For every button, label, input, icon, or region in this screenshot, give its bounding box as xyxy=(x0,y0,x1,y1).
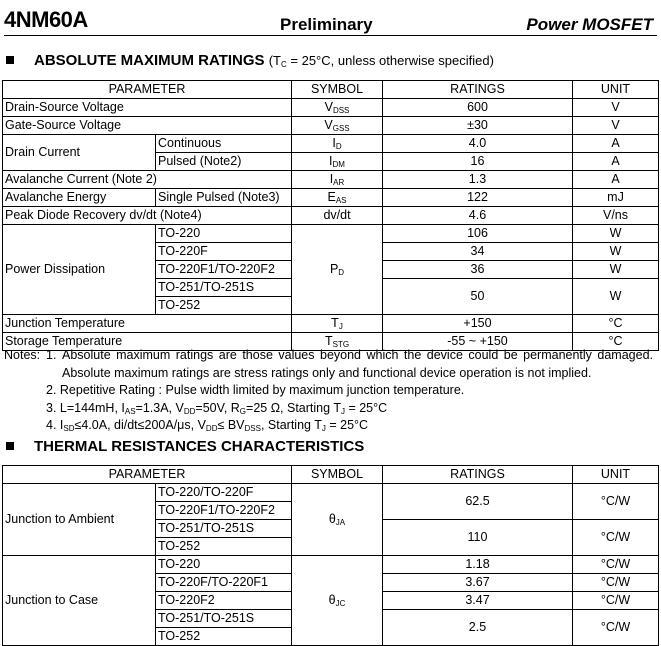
bullet-square-icon xyxy=(6,56,14,64)
header-unit: UNIT xyxy=(573,466,659,484)
table-row: Power Dissipation TO-220 $P_D$ 106 W xyxy=(3,225,659,243)
note-1-cont: Absolute maximum ratings are stress ratings only and functional device operation is not implied. xyxy=(62,365,592,380)
table-row: TO-251/TO-251S TO-252 50 W xyxy=(3,279,659,315)
part-number: 4NM60A xyxy=(4,7,88,32)
abs-max-table xyxy=(2,80,659,351)
status-label: Preliminary xyxy=(280,15,373,34)
table-row: Drain Current Continuous $I_D$ 4.0 A xyxy=(3,135,659,153)
note-3: 3. L=144mH, $I_{AS}=1.3A$, $V_{DD}=50V$, $R_G=25$ Ω, Starting $T_J = 25^\circ C$ xyxy=(46,400,388,416)
table-header-row xyxy=(3,81,659,99)
header-ratings: RATINGS xyxy=(383,81,573,99)
header-parameter: PARAMETER xyxy=(3,466,292,484)
thermal-section-title: THERMAL RESISTANCES CHARACTERISTICS xyxy=(4,438,364,455)
header-symbol: SYMBOL xyxy=(292,81,383,99)
header-ratings: RATINGS xyxy=(383,466,573,484)
table-row: TO-220F 34 W xyxy=(3,243,659,261)
table-row: Storage Temperature $T_{STG}$ -55 ~ +150 °C xyxy=(3,333,659,351)
table-row: Gate-Source Voltage $V_{GSS}$ ±30 V xyxy=(3,117,659,135)
table-row: Pulsed (Note2) $I_{DM}$ 16 A xyxy=(3,153,659,171)
notes-block xyxy=(4,347,657,435)
table-row: TO-220F/TO-220F1 3.67 °C/W xyxy=(3,574,659,592)
table-row: Junction Temperature $T_J$ +150 °C xyxy=(3,315,659,333)
product-type: Power MOSFET xyxy=(526,15,653,34)
table-row: Peak Diode Recovery dv/dt (Note4) dv/dt 4.6 V/ns xyxy=(3,207,659,225)
table-row: TO-251/TO-251S TO-252 2.5 °C/W xyxy=(3,610,659,646)
table-row: Drain-Source Voltage $V_{DSS}$ 600 V xyxy=(3,99,659,117)
table-row: Avalanche Energy Single Pulsed (Note3) $E_{AS}$ 122 mJ xyxy=(3,189,659,207)
table-row: Junction to Ambient TO-220/TO-220F TO-220F1/TO-220F2 $\theta_{JA}$ 62.5 °C/W xyxy=(3,484,659,520)
header-unit: UNIT xyxy=(573,81,659,99)
note-1: Notes: 1. Absolute maximum ratings are those values beyond which the device could be permanently damaged. xyxy=(4,348,653,362)
table-header-row xyxy=(3,466,659,484)
table-row: TO-220F1/TO-220F2 36 W xyxy=(3,261,659,279)
note-2: 2. Repetitive Rating : Pulse width limited by maximum junction temperature. xyxy=(46,383,465,397)
thermal-table xyxy=(2,465,659,646)
table-row: TO-251/TO-251S TO-252 110 °C/W xyxy=(3,520,659,556)
table-row: Junction to Case TO-220 $\theta_{JC}$ 1.18 °C/W xyxy=(3,556,659,574)
abs-max-condition: ($T_C = 25^\circ C$, unless otherwise specified) xyxy=(268,53,494,69)
table-row: Avalanche Current (Note 2) $I_{AR}$ 1.3 A xyxy=(3,171,659,189)
page-header xyxy=(4,4,657,36)
note-4: 4. $I_{SD}\le 4.0A$, di/dt≤200A/μs, $V_{DD}\le BV_{DSS}$, Starting $T_J = 25^\circ C$ xyxy=(46,418,369,433)
abs-max-section-title: ABSOLUTE MAXIMUM RATINGS ($T_C = 25^\circ C$, unless otherwise specified) xyxy=(4,52,494,69)
bullet-square-icon xyxy=(6,442,14,450)
table-row: TO-220F2 3.47 °C/W xyxy=(3,592,659,610)
header-parameter: PARAMETER xyxy=(3,81,292,99)
header-symbol: SYMBOL xyxy=(292,466,383,484)
